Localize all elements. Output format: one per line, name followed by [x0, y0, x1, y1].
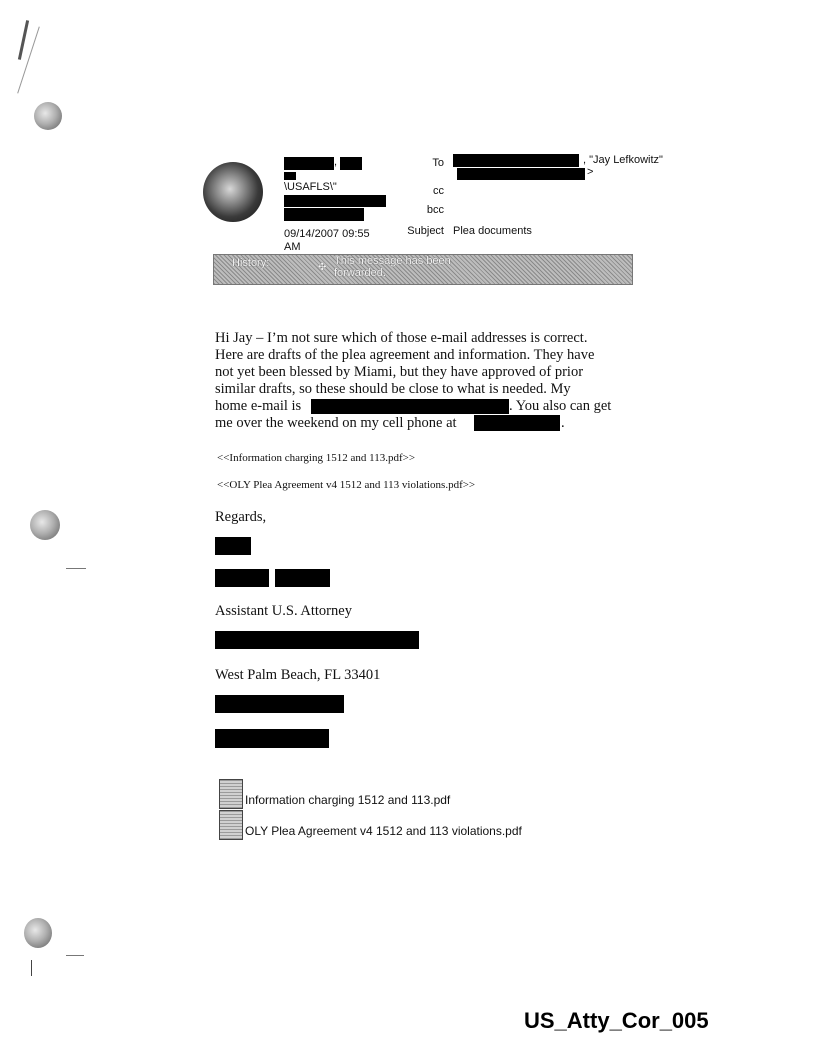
redacted-sender-name: [340, 157, 362, 170]
regards-text: Regards,: [215, 509, 267, 525]
body-line: [215, 398, 635, 415]
body-line: similar drafts, so these should be close to what is needed. My: [215, 381, 571, 397]
pdf-file-icon[interactable]: [219, 810, 243, 840]
redacted-office-address: [215, 631, 419, 649]
attachment-link[interactable]: OLY Plea Agreement v4 1512 and 113 violations.pdf: [245, 824, 522, 838]
redacted-sender-name: [284, 157, 334, 170]
subject-label: Subject: [407, 225, 444, 237]
signature-city: West Palm Beach, FL 33401: [215, 667, 381, 683]
bcc-label: bcc: [426, 204, 444, 216]
binder-hole-top: [34, 102, 62, 130]
body-line-text: .: [561, 415, 565, 431]
scan-edge-mark: [66, 568, 86, 569]
subject-value: Plea documents: [453, 225, 532, 237]
redacted-signature-name: [215, 569, 269, 587]
body-paragraph: [215, 330, 635, 432]
scan-edge-mark: [66, 955, 84, 956]
body-line-text: . You also can get: [509, 398, 612, 414]
redacted-sender-address: [284, 208, 364, 221]
redacted-sender-address: [284, 195, 386, 207]
body-line-text: me over the weekend on my cell phone at: [215, 415, 457, 431]
body-line: Hi Jay – I’m not sure which of those e-mail addresses is correct.: [215, 330, 588, 346]
history-label: History:: [232, 257, 270, 269]
sender-domain: \USAFLS\": [284, 181, 337, 193]
redacted-fax: [215, 729, 329, 748]
history-message-line1: This message has been: [334, 255, 451, 267]
redacted-signature-name: [215, 537, 251, 555]
attachment-reference: <<Information charging 1512 and 113.pdf>>: [217, 452, 416, 464]
document-id: US_Atty_Cor_005: [524, 1008, 709, 1033]
body-line: [215, 415, 635, 432]
redacted-phone: [215, 695, 344, 713]
sender-date: 09/14/2007 09:55: [284, 228, 370, 240]
body-line: Here are drafts of the plea agreement and information. They have: [215, 347, 595, 363]
to-recipient: , "Jay Lefkowitz": [583, 154, 663, 166]
sender-time-suffix: AM: [284, 241, 301, 253]
redacted-to-address: [453, 154, 579, 167]
body-line-text: home e-mail is: [215, 398, 302, 414]
cc-label: cc: [433, 185, 444, 197]
binder-hole-middle: [30, 510, 60, 540]
body-line: not yet been blessed by Miami, but they have approved of prior: [215, 364, 584, 380]
pdf-file-icon[interactable]: [219, 779, 243, 809]
redacted-sender-name: [284, 172, 296, 180]
redacted-to-address: [457, 168, 585, 180]
sender-comma: ,: [334, 156, 338, 168]
to-label: To: [432, 157, 444, 169]
history-bar: [213, 254, 633, 285]
redacted-cell-phone: [474, 415, 560, 431]
attachment-link[interactable]: Information charging 1512 and 113.pdf: [245, 793, 451, 807]
binder-hole-bottom: [24, 918, 52, 948]
sender-avatar: [203, 162, 263, 222]
signature-title: Assistant U.S. Attorney: [215, 603, 352, 619]
redacted-home-email: [311, 399, 509, 414]
attachment-reference: <<OLY Plea Agreement v4 1512 and 113 violations.pdf>>: [217, 479, 476, 491]
forward-icon: ✣: [318, 262, 327, 273]
to-bracket: >: [587, 166, 594, 178]
redacted-signature-name: [275, 569, 330, 587]
scan-edge-mark: [31, 960, 32, 976]
history-message-line2: forwarded.: [334, 267, 386, 279]
scan-edge-mark: [18, 20, 29, 60]
